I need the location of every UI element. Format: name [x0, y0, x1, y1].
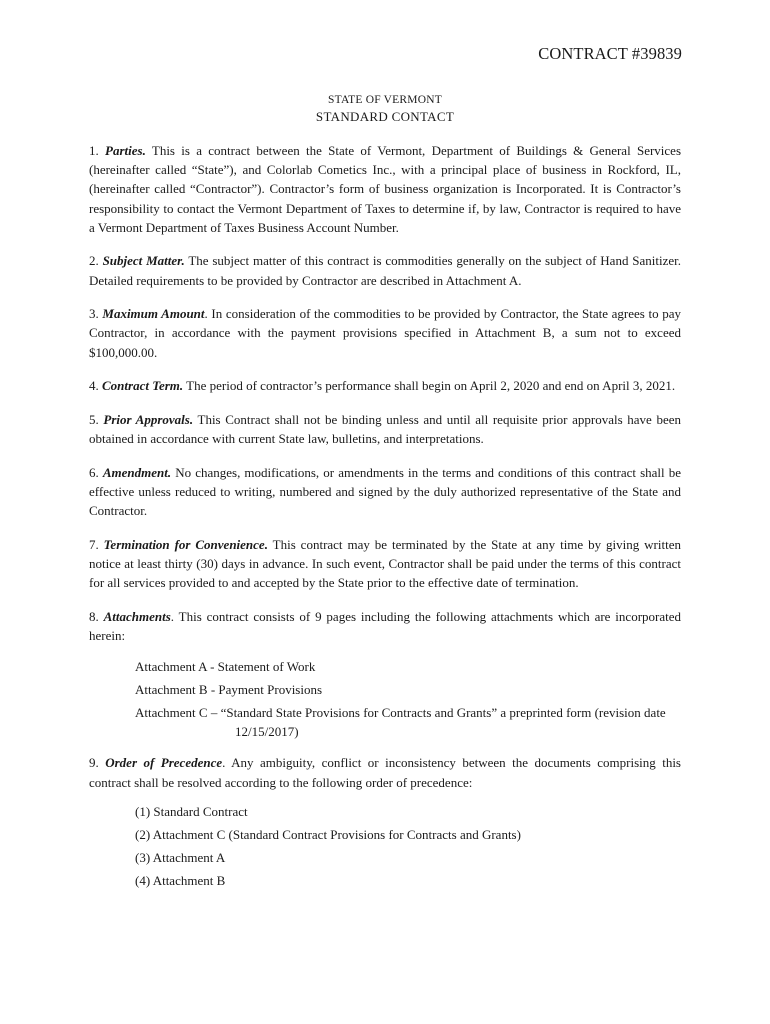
attachment-item: Attachment C – “Standard State Provisions for Contracts and Grants” a preprinted form (revision date 12/15/2017) — [135, 705, 666, 740]
section-parties — [89, 141, 681, 237]
section-text: . This contract consists of 9 pages including the following attachments which are incorporated herein: — [89, 608, 682, 643]
section-title: Termination for Convenience. — [103, 536, 268, 552]
section-title: Attachments — [103, 608, 171, 624]
section-number: 1. — [89, 143, 99, 158]
contract-body — [89, 141, 681, 893]
attachment-item: Attachment A - Statement of Work — [135, 659, 316, 675]
section-number: 7. — [89, 536, 99, 552]
state-heading: STATE OF VERMONT — [328, 94, 442, 106]
section-number: 5. — [89, 411, 99, 427]
section-number: 4. — [89, 378, 99, 394]
section-title: Amendment. — [102, 464, 172, 480]
precedence-item: (2) Attachment C (Standard Contract Provisions for Contracts and Grants) — [135, 826, 521, 842]
section-number: 6. — [89, 464, 99, 480]
precedence-item: (1) Standard Contract — [135, 804, 248, 820]
document-title: STANDARD CONTACT — [315, 109, 455, 124]
section-text: This Contract shall not be binding unless and until all requisite prior approvals have been obtained in accordance with current State law, bulletins, and interpretations. — [89, 411, 681, 446]
section-contract-term — [89, 376, 681, 395]
section-amendment — [89, 463, 681, 521]
section-number: 2. — [89, 253, 99, 269]
section-title: Parties. — [105, 143, 146, 158]
section-title: Contract Term. — [102, 378, 184, 394]
attachment-item: Attachment B - Payment Provisions — [135, 682, 323, 698]
precedence-item: (3) Attachment A — [135, 849, 226, 865]
section-number: 9. — [89, 755, 99, 771]
precedence-list — [135, 802, 681, 889]
section-termination — [89, 535, 681, 593]
contract-number: CONTRACT #39839 — [538, 44, 682, 63]
section-attachments — [89, 607, 681, 645]
section-text: This is a contract between the State of Vermont, Department of Buildings & General Services (hereinafter called “State”), and Colorlab Cometics Inc., with a principal place of business in Rockford, IL, (hereinafter called “Contractor”). Contractor’s form of business organization is Incorporated. It is Contractor’s responsibility to contact the Vermont Department of Taxes to determine if, by law, Contractor is required to have a Vermont Department of Taxes Business Account Number. — [89, 143, 682, 235]
section-title: Maximum Amount — [102, 306, 205, 322]
section-number: 8. — [89, 608, 99, 624]
section-text: The period of contractor’s performance shall begin on April 2, 2020 and end on April 3, 2021. — [183, 378, 676, 394]
section-text: . Any ambiguity, conflict or inconsistency between the documents comprising this contract shall be resolved according to the following order of precedence: — [89, 755, 681, 790]
section-text: This contract may be terminated by the State at any time by giving written notice at least thirty (30) days in advance. In such event, Contractor shall be paid under the terms of this contract for all services provided to and accepted by the State prior to the effective date of termination. — [89, 536, 681, 590]
section-title: Subject Matter. — [102, 253, 185, 269]
section-maximum-amount — [89, 304, 681, 362]
section-text: No changes, modifications, or amendments in the terms and conditions of this contract shall be effective unless reduced to writing, numbered and signed by the duly authorized representative of the State and Contractor. — [89, 464, 682, 518]
section-prior-approvals — [89, 410, 681, 448]
section-text: The subject matter of this contract is commodities generally on the subject of Hand Sanitizer. Detailed requirements to be provided by Contractor are described in Attachment A. — [89, 253, 681, 288]
section-title: Prior Approvals. — [103, 411, 194, 427]
attachments-list — [135, 657, 681, 741]
section-number: 3. — [89, 306, 99, 322]
section-subject-matter — [89, 251, 681, 289]
section-text: . In consideration of the commodities to be provided by Contractor, the State agrees to pay Contractor, in accordance with the payment provisions specified in Attachment B, a sum not to exceed $100,000.00. — [89, 306, 681, 360]
precedence-item: (4) Attachment B — [135, 872, 226, 888]
section-order-of-precedence — [89, 753, 681, 791]
section-title: Order of Precedence — [105, 755, 223, 771]
